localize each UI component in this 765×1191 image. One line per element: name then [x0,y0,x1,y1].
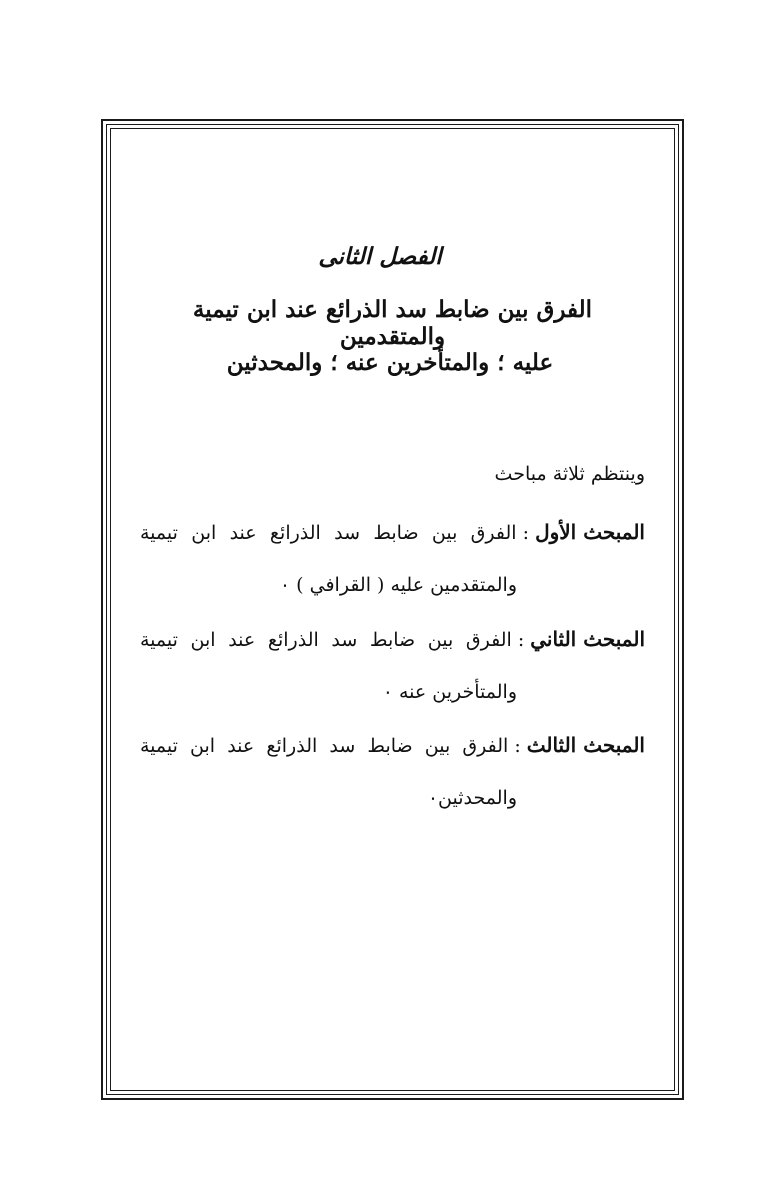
section-2 [140,627,645,735]
section-text-line-2: والمتأخرين عنه ٠ [382,681,517,703]
section-text-line-2: والمتقدمين عليه ( القرافي ) ٠ [279,574,517,596]
section-text-line-1: الفرق بين ضابط سد الذرائع عند ابن تيمية [140,522,517,544]
chapter-label: الفصل الثانى [318,243,442,270]
section-text-line-2: والمحدثين٠ [427,787,517,809]
intro-text: وينتظم ثلاثة مباحث [494,463,645,485]
chapter-title-line-1: الفرق بين ضابط سد الذرائع عند ابن تيمية والمتقدمين [192,296,593,350]
section-text-line-1: الفرق بين ضابط سد الذرائع عند ابن تيمية [140,629,512,651]
section-heading: المبحث الثاني [530,627,645,651]
section-3 [140,733,645,841]
section-heading: المبحث الثالث [526,733,645,757]
section-colon: : [514,735,521,757]
section-colon: : [517,629,525,651]
section-heading: المبحث الأول [535,520,645,544]
section-text-line-1: الفرق بين ضابط سد الذرائع عند ابن تيمية [140,735,509,757]
chapter-title-line-2: عليه ؛ والمتأخرين عنه ؛ والمحدثين [226,349,554,376]
section-1 [140,520,645,628]
section-colon: : [522,522,529,544]
